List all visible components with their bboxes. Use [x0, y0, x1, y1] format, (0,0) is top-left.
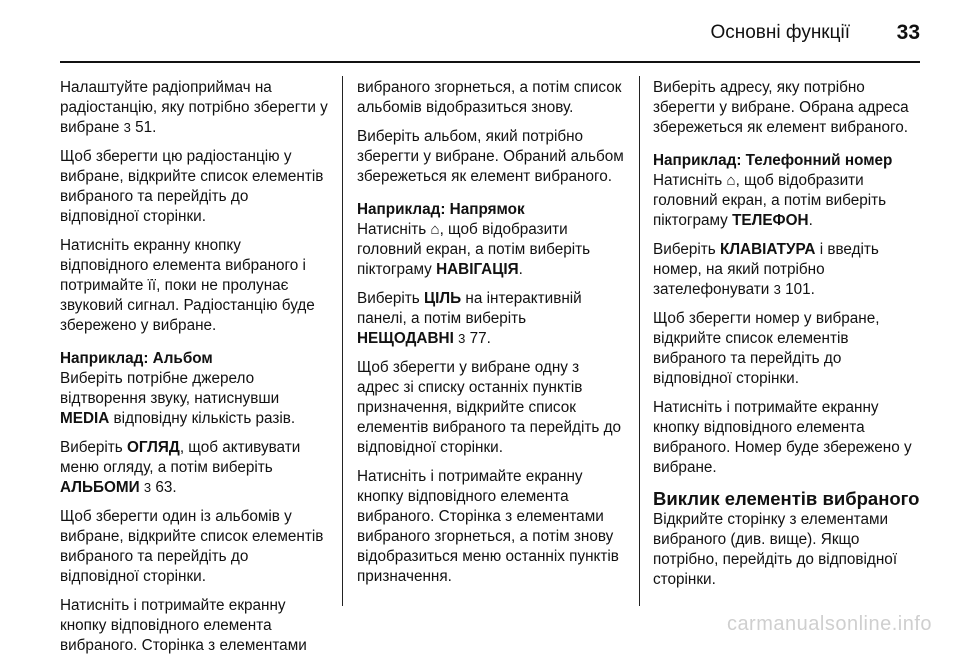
- page-ref-icon: 3: [123, 120, 131, 135]
- column-3: [653, 78, 921, 599]
- paragraph: Натисніть і потримайте екранну кнопку відповідного елемента вибраного. Сторінка з елементами: [60, 597, 307, 654]
- paragraph: Виберіть КЛАВІАТУРА і введіть номер, на який потрібно зателефонувати 3 101.: [653, 241, 879, 298]
- column-divider: [342, 76, 343, 606]
- watermark: carmanualsonline.info: [726, 613, 932, 635]
- key-label: MEDIA: [60, 410, 110, 427]
- paragraph: Щоб зберегти номер у вибране, відкрийте список елементів вибраного та перейдіть до відповідної сторінки.: [653, 310, 880, 387]
- home-icon: ⌂: [430, 221, 440, 238]
- paragraph: Виберіть ОГЛЯД, щоб активувати меню огляду, а потім виберіть АЛЬБОМИ 3 63.: [60, 439, 301, 496]
- page-ref: 63.: [155, 479, 177, 496]
- page-ref: 77.: [469, 330, 491, 347]
- example-heading: Наприклад: Альбом: [60, 350, 213, 367]
- example-heading: Наприклад: Телефонний номер: [653, 152, 893, 169]
- paragraph: Виберіть ЦІЛЬ на інтерактивній панелі, а потім виберіть НЕЩОДАВНІ 3 77.: [357, 290, 582, 347]
- page-ref-icon: 3: [143, 480, 152, 495]
- paragraph: Відкрийте сторінку з елементами вибраного (див. вище). Якщо потрібно, перейдіть до відповідної сторінки.: [653, 511, 898, 588]
- paragraph: Щоб зберегти цю радіостанцію у вибране, відкрийте список елементів вибраного та перейдіть до відповідної сторінки.: [60, 148, 324, 225]
- key-label: ТЕЛЕФОН: [732, 212, 809, 229]
- column-1: [60, 78, 328, 665]
- page-ref: 101.: [785, 281, 815, 298]
- paragraph: Натисніть і потримайте екранну кнопку відповідного елемента вибраного. Сторінка з елементами вибраного згорнеться, а потім знову відобразиться меню останніх пунктів призначення.: [357, 468, 619, 585]
- paragraph: Виберіть адресу, яку потрібно зберегти у вибране. Обрана адреса збережеться як елемент вибраного.: [653, 79, 909, 136]
- page-ref: 51.: [135, 119, 157, 136]
- paragraph: Щоб зберегти один із альбомів у вибране, відкрийте список елементів вибраного та перейдіть до відповідної сторінки.: [60, 508, 324, 585]
- page-header: [0, 0, 960, 62]
- paragraph: Натисніть екранну кнопку відповідного елемента вибраного і потримайте її, поки не пролунає звуковий сигнал. Радіостанцію буде збережено у вибране.: [60, 237, 315, 334]
- paragraph: Налаштуйте радіоприймач на радіостанцію, яку потрібно зберегти у вибране 3 51.: [60, 79, 328, 136]
- key-label: АЛЬБОМИ: [60, 479, 140, 496]
- section-title: Основні функції: [710, 22, 850, 43]
- paragraph: Натисніть і потримайте екранну кнопку відповідного елемента вибраного. Номер буде збережено у вибране.: [653, 399, 912, 476]
- column-divider: [639, 76, 640, 606]
- key-label: ОГЛЯД: [126, 439, 180, 456]
- paragraph: Натисніть ⌂, щоб відобразити головний екран, а потім виберіть піктограму НАВІГАЦІЯ.: [357, 221, 591, 278]
- paragraph: Щоб зберегти у вибране одну з адрес зі списку останніх пунктів призначення, відкрийте список елементів вибраного та перейдіть до відповідної сторінки.: [357, 359, 622, 456]
- key-label: НЕЩОДАВНІ: [357, 330, 454, 347]
- key-label: НАВІГАЦІЯ: [436, 261, 519, 278]
- page-number: 33: [896, 21, 920, 44]
- key-label: ЦІЛЬ: [423, 290, 462, 307]
- example-heading: Наприклад: Напрямок: [357, 201, 525, 218]
- column-2: [357, 78, 625, 596]
- paragraph: Виберіть альбом, який потрібно зберегти у вибране. Обраний альбом збережеться як елемент вибраного.: [357, 128, 624, 185]
- paragraph: вибраного згорнеться, а потім список альбомів відобразиться знову.: [357, 79, 622, 116]
- home-icon: ⌂: [726, 172, 736, 189]
- key-label: КЛАВІАТУРА: [719, 241, 816, 258]
- page-ref-icon: 3: [773, 282, 781, 297]
- header-rule: [60, 61, 920, 63]
- paragraph: Натисніть ⌂, щоб відобразити головний екран, а потім виберіть піктограму ТЕЛЕФОН.: [653, 172, 887, 229]
- page-ref-icon: 3: [458, 331, 466, 346]
- section-heading: Виклик елементів вибраного: [653, 488, 920, 509]
- paragraph: Виберіть потрібне джерело відтворення звуку, натиснувши MEDIA відповідну кількість разів.: [60, 370, 296, 427]
